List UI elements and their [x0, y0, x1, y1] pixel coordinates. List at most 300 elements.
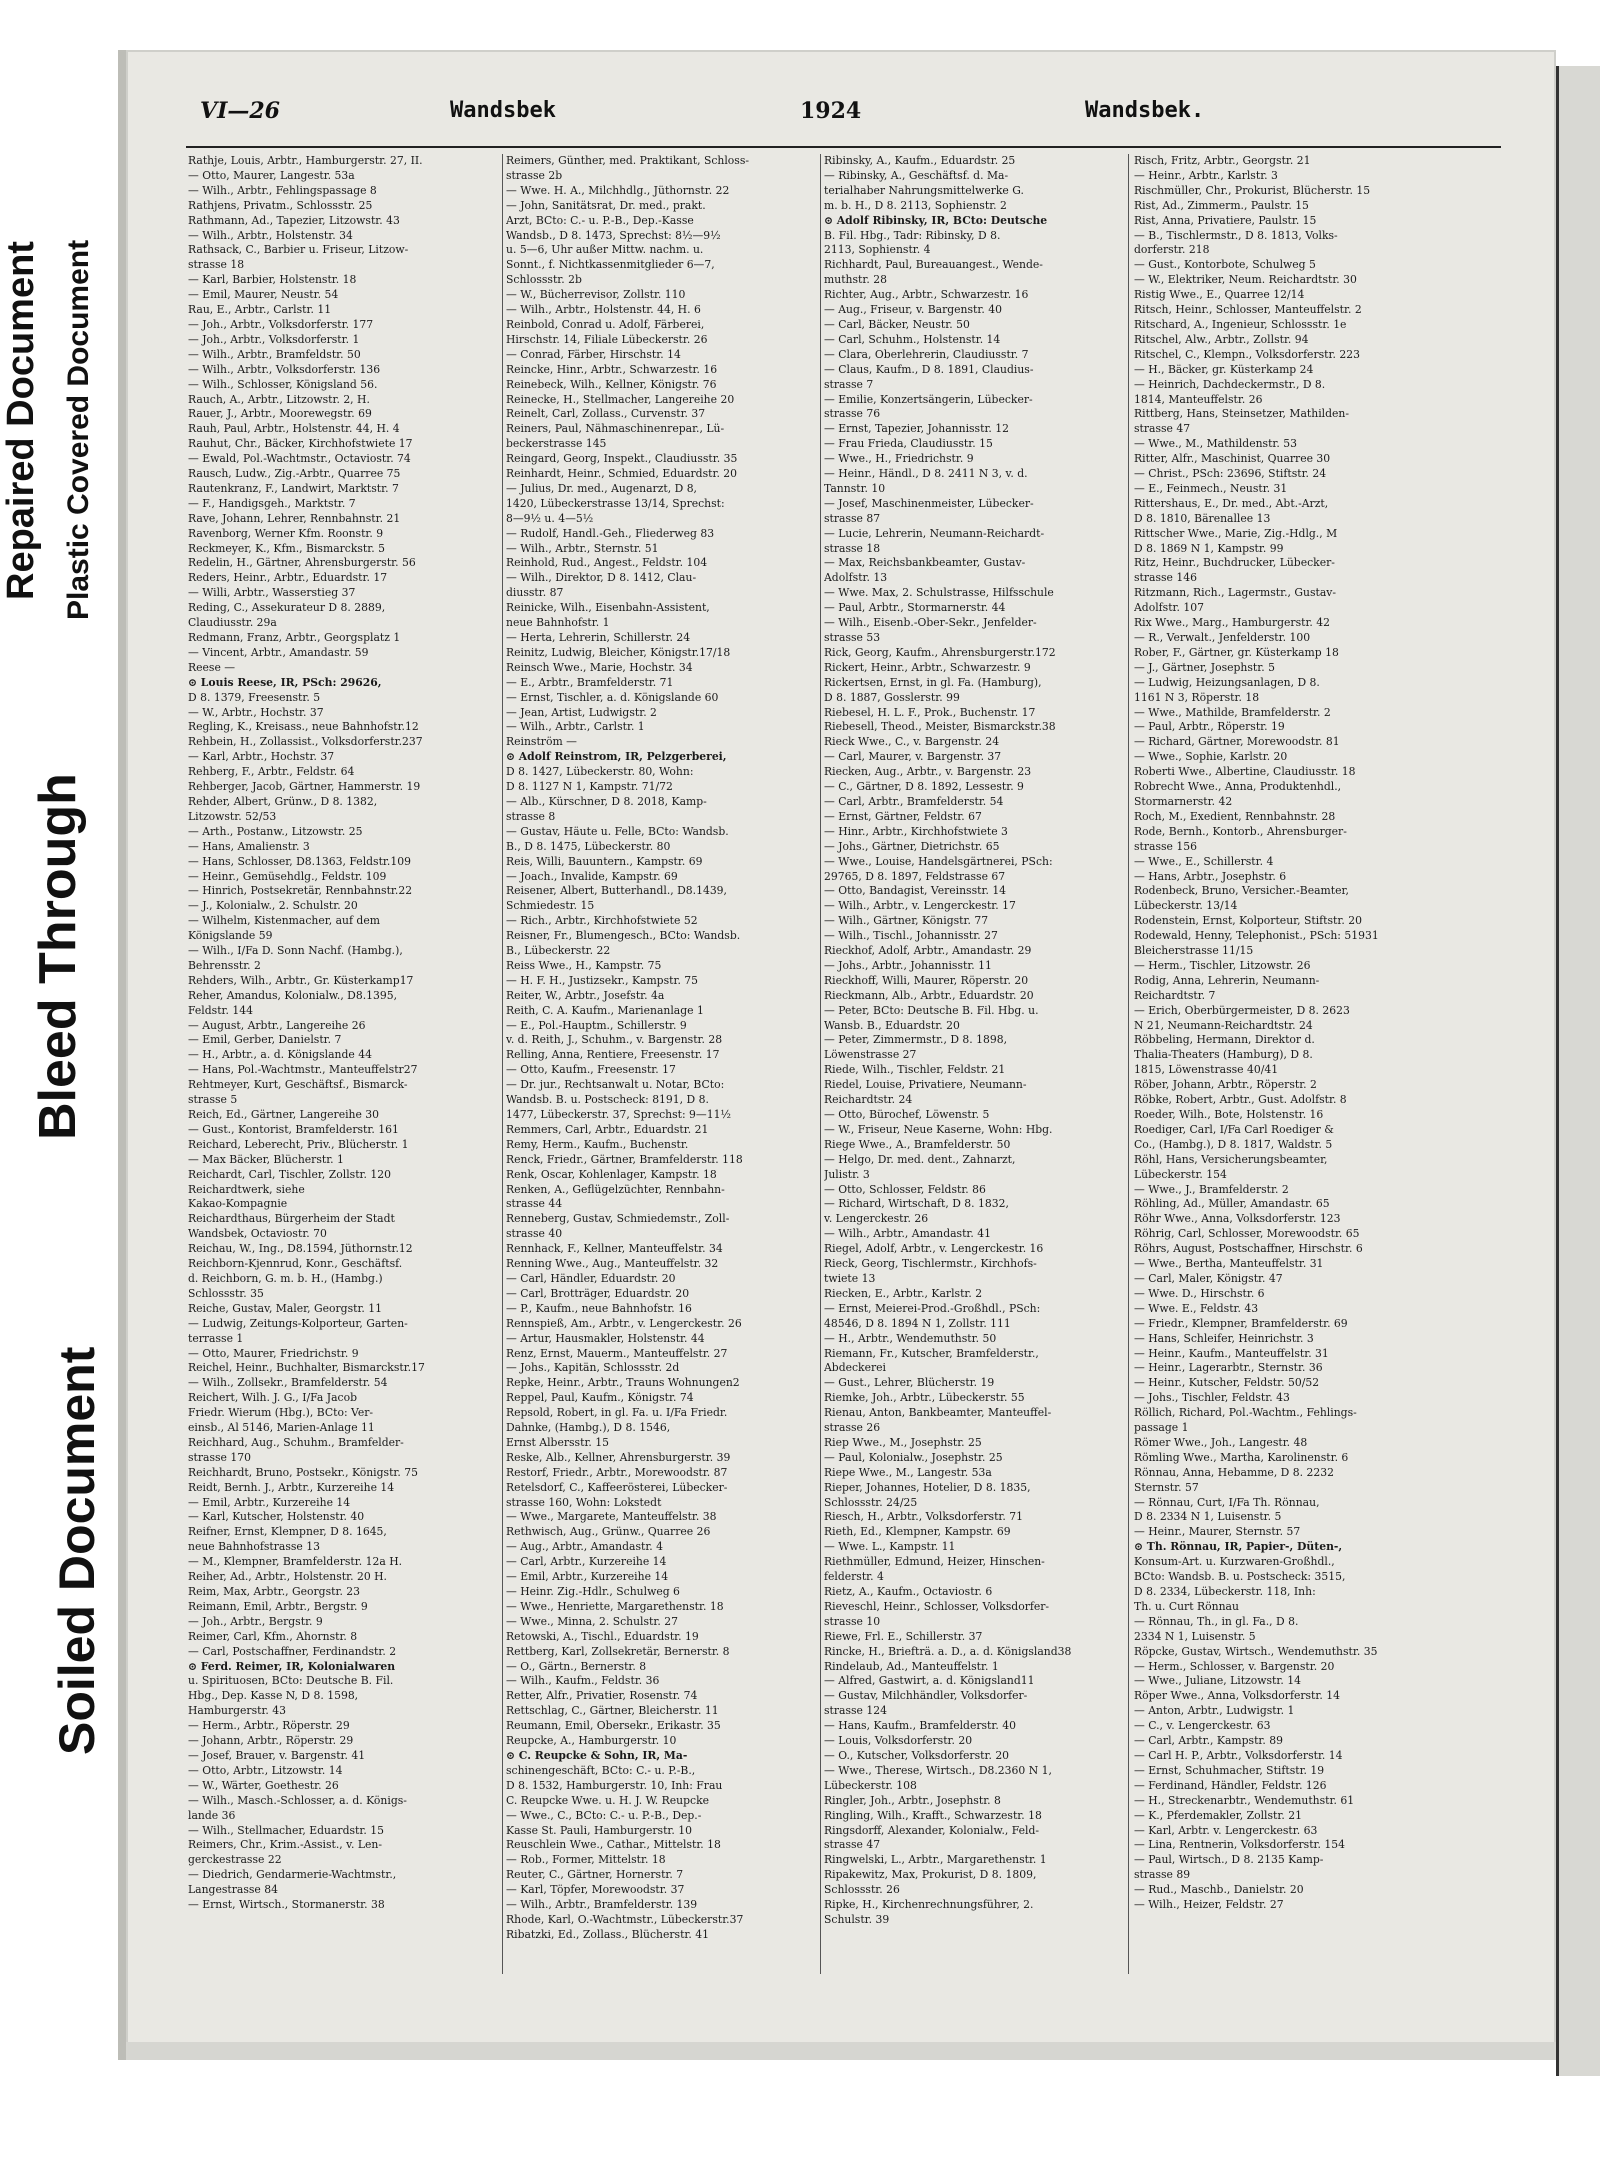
- directory-entry: — W., Wärter, Goethestr. 26: [188, 1778, 339, 1792]
- directory-entry: Sternstr. 57: [1134, 1480, 1199, 1494]
- directory-entry: Rieth, Ed., Klempner, Kampstr. 69: [824, 1525, 1011, 1539]
- directory-entry: Schlossstr. 2b: [506, 273, 582, 287]
- directory-entry: — Emil, Arbtr., Kurzereihe 14: [188, 1495, 351, 1509]
- directory-entry: Ristig Wwe., E., Quarree 12/14: [1134, 288, 1305, 302]
- directory-entry: — Gustav, Milchhändler, Volksdorfer-: [824, 1689, 1028, 1703]
- directory-entry: Römling Wwe., Martha, Karolinenstr. 6: [1134, 1450, 1349, 1464]
- directory-entry: D 8. 1427, Lübeckerstr. 80, Wohn:: [506, 765, 694, 779]
- directory-entry: Lübeckerstr. 13/14: [1134, 899, 1238, 913]
- directory-entry: — Otto, Maurer, Langestr. 53a: [188, 168, 355, 182]
- directory-entry: Reuschlein Wwe., Cathar., Mittelstr. 18: [506, 1838, 721, 1852]
- directory-entry: Rauh, Paul, Arbtr., Holstenstr. 44, H. 4: [188, 422, 400, 436]
- directory-entry: — August, Arbtr., Langereihe 26: [188, 1018, 366, 1032]
- directory-entry: Rave, Johann, Lehrer, Rennbahnstr. 21: [188, 511, 401, 525]
- directory-entry: Arzt, BCto: C.- u. P.-B., Dep.-Kasse: [506, 213, 694, 227]
- directory-entry: — P., Kaufm., neue Bahnhofstr. 16: [506, 1301, 692, 1315]
- directory-entry: Ritschel, Alw., Arbtr., Zollstr. 94: [1134, 332, 1309, 346]
- directory-entry: strasse 8: [506, 809, 556, 823]
- directory-entry: — Hans, Pol.-Wachtmstr., Manteuffelstr27: [188, 1063, 418, 1077]
- directory-entry: — Vincent, Arbtr., Amandastr. 59: [188, 645, 369, 659]
- directory-entry: — H., Streckenarbtr., Wendemuthstr. 61: [1134, 1793, 1355, 1807]
- directory-entry: Bleicherstrasse 11/15: [1134, 944, 1254, 958]
- directory-entry: — Wilh., Schlosser, Königsland 56.: [188, 377, 378, 391]
- directory-entry: Rehbein, H., Zollassist., Volksdorferstr.237: [188, 735, 423, 749]
- directory-entry: — Ewald, Pol.-Wachtmstr., Octaviostr. 74: [188, 452, 411, 466]
- directory-entry: — E., Arbtr., Bramfelderstr. 71: [506, 675, 674, 689]
- directory-entry: Wandsb. B. u. Postscheck: 8191, D 8.: [506, 1093, 709, 1107]
- directory-entry: Ringling, Wilh., Krafft., Schwarzestr. 18: [824, 1808, 1042, 1822]
- directory-entry: Sonnt., f. Nichtkassenmitglieder 6—7,: [506, 258, 715, 272]
- directory-entry: Reckmeyer, K., Kfm., Bismarckstr. 5: [188, 541, 385, 555]
- directory-entry: Rieck Wwe., C., v. Bargenstr. 24: [824, 735, 1000, 749]
- directory-entry: Relling, Anna, Rentiere, Freesenstr. 17: [506, 1048, 720, 1062]
- directory-entry: Reuter, C., Gärtner, Hornerstr. 7: [506, 1868, 684, 1882]
- directory-entry: — Rönnau, Th., in gl. Fa., D 8.: [1134, 1614, 1299, 1628]
- directory-entry: — Hinr., Arbtr., Kirchhofstwiete 3: [824, 824, 1008, 838]
- directory-entry: — Rob., Former, Mittelstr. 18: [506, 1853, 666, 1867]
- label-plastic-covered-document: Plastic Covered Document: [62, 239, 95, 620]
- directory-entry: strasse 53: [824, 631, 881, 644]
- directory-entry: — Frau Frieda, Claudiusstr. 15: [824, 437, 993, 451]
- directory-entry: Rickertsen, Ernst, in gl. Fa. (Hamburg),: [824, 675, 1042, 689]
- directory-entry: — Wilh., Arbtr., v. Lengerckestr. 17: [824, 899, 1016, 913]
- directory-entry: Rehder, Albert, Grünw., D 8. 1382,: [188, 794, 378, 808]
- directory-entry: Röhling, Ad., Müller, Amandastr. 65: [1134, 1197, 1330, 1211]
- directory-entry: — Heinr., Lagerarbtr., Sternstr. 36: [1134, 1361, 1323, 1375]
- directory-entry: — Lucie, Lehrerin, Neumann-Reichardt-: [824, 526, 1045, 540]
- directory-entry: Reifner, Ernst, Klempner, D 8. 1645,: [188, 1525, 387, 1539]
- directory-entry: Reichard, Leberecht, Priv., Blücherstr. 1: [188, 1137, 409, 1151]
- directory-entry: Rieck, Georg, Tischlermstr., Kirchhofs-: [824, 1257, 1037, 1271]
- directory-entry: 1814, Manteuffelstr. 26: [1134, 392, 1263, 406]
- directory-entry: Rieckhoff, Willi, Maurer, Röperstr. 20: [824, 973, 1029, 987]
- directory-entry: Reim, Max, Arbtr., Georgstr. 23: [188, 1585, 361, 1598]
- directory-entry: — Alfred, Gastwirt, a. d. Königsland11: [824, 1674, 1035, 1688]
- directory-entry: — Carl, Arbtr., Kurzereihe 14: [506, 1555, 667, 1569]
- directory-entry: Reichert, Wilh. J. G., I/Fa Jacob: [188, 1391, 358, 1405]
- directory-entry: — Hans, Arbtr., Josephstr. 6: [1134, 869, 1287, 883]
- directory-entry: — John, Sanitätsrat, Dr. med., prakt.: [506, 198, 706, 212]
- directory-entry: strasse 7: [824, 377, 874, 391]
- directory-entry: — Herm., Schlosser, v. Bargenstr. 20: [1134, 1659, 1335, 1673]
- directory-entry: Reichhard, Aug., Schuhm., Bramfelder-: [188, 1435, 404, 1449]
- directory-entry: Schlossstr. 24/25: [824, 1495, 918, 1509]
- directory-entry: Schlossstr. 26: [824, 1883, 900, 1897]
- column-divider: [502, 154, 503, 1974]
- directory-entry: — Christ., PSch: 23696, Stiftstr. 24: [1134, 467, 1327, 481]
- directory-entry: Riemann, Fr., Kutscher, Bramfelderstr.,: [824, 1346, 1039, 1360]
- directory-entry: — Heinr., Arbtr., Karlstr. 3: [1134, 168, 1278, 182]
- directory-entry: Th. u. Curt Rönnau: [1134, 1599, 1239, 1613]
- directory-entry: — Aug., Arbtr., Amandastr. 4: [506, 1540, 664, 1554]
- directory-entry: Römer Wwe., Joh., Langestr. 48: [1134, 1435, 1308, 1449]
- directory-entry: — Herm., Tischler, Litzowstr. 26: [1134, 958, 1311, 972]
- directory-entry: D 8. 2334, Lübeckerstr. 118, Inh:: [1134, 1585, 1316, 1598]
- directory-entry: strasse 26: [824, 1421, 881, 1435]
- directory-entry: Rieper, Johannes, Hotelier, D 8. 1835,: [824, 1480, 1031, 1494]
- directory-entry: — Hans, Schlosser, D8.1363, Feldstr.109: [188, 854, 411, 868]
- directory-entry: — Max, Reichsbankbeamter, Gustav-: [824, 556, 1026, 570]
- directory-entry: — Wilh., Arbtr., Amandastr. 41: [824, 1227, 992, 1241]
- directory-entry: — Johs., Arbtr., Johannisstr. 11: [824, 958, 992, 972]
- directory-entry: Rauer, J., Arbtr., Moorewegstr. 69: [188, 407, 372, 421]
- directory-entry: — Wwe., C., BCto: C.- u. P.-B., Dep.-: [506, 1808, 702, 1822]
- label-bleed-through: Bleed Through: [29, 773, 87, 1140]
- directory-entry: Röper Wwe., Anna, Volksdorferstr. 14: [1134, 1689, 1340, 1703]
- directory-entry: Rathjens, Privatm., Schlossstr. 25: [188, 198, 373, 212]
- directory-entry: — Otto, Bürochef, Löwenstr. 5: [824, 1108, 990, 1121]
- directory-entry: Reith, C. A. Kaufm., Marienanlage 1: [506, 1003, 704, 1017]
- directory-column-3: [824, 154, 1134, 1984]
- directory-entry: — Karl, Töpfer, Morewoodstr. 37: [506, 1883, 685, 1897]
- directory-entry: Remy, Herm., Kaufm., Buchenstr.: [506, 1137, 689, 1151]
- directory-entry: — O., Gärtn., Bernerstr. 8: [506, 1659, 647, 1673]
- directory-entry: Roeder, Wilh., Bote, Holstenstr. 16: [1134, 1108, 1324, 1121]
- directory-entry: strasse 146: [1134, 571, 1197, 585]
- directory-entry: Rathmann, Ad., Tapezier, Litzowstr. 43: [188, 213, 400, 227]
- directory-entry: 1477, Lübeckerstr. 37, Sprechst: 9—11½: [506, 1108, 731, 1121]
- directory-entry: Ritzmann, Rich., Lagermstr., Gustav-: [1134, 586, 1337, 600]
- directory-entry: — Carl, Brotträger, Eduardstr. 20: [506, 1286, 690, 1300]
- directory-entry: Rathsack, C., Barbier u. Friseur, Litzow-: [188, 243, 409, 257]
- directory-entry: beckerstrasse 145: [506, 437, 607, 451]
- directory-entry: — M., Klempner, Bramfelderstr. 12a H.: [188, 1555, 403, 1569]
- directory-entry: Co., (Hambg.), D 8. 1817, Waldstr. 5: [1134, 1137, 1333, 1151]
- directory-entry: — C., Gärtner, D 8. 1892, Lessestr. 9: [824, 780, 1024, 794]
- directory-entry: — Paul, Kolonialw., Josephstr. 25: [824, 1450, 1003, 1464]
- directory-entry: strasse 2b: [506, 168, 563, 182]
- directory-entry: — Wilhelm, Kistenmacher, auf dem: [188, 914, 380, 928]
- directory-entry: lande 36: [188, 1808, 236, 1822]
- directory-entry: Roediger, Carl, I/Fa Carl Roediger &: [1134, 1122, 1334, 1136]
- directory-entry: Rodewald, Henny, Telephonist., PSch: 51931: [1134, 929, 1379, 943]
- directory-entry: Reimer, Carl, Kfm., Ahornstr. 8: [188, 1629, 358, 1643]
- directory-entry: — Heinr., Maurer, Sternstr. 57: [1134, 1525, 1301, 1539]
- directory-entry: Ripakewitz, Max, Prokurist, D 8. 1809,: [824, 1868, 1037, 1882]
- directory-column-2: [506, 154, 816, 1984]
- directory-entry: — Peter, Zimmermstr., D 8. 1898,: [824, 1033, 1008, 1047]
- directory-entry: Königslande 59: [188, 929, 273, 943]
- directory-entry: Reichardtstr. 7: [1134, 988, 1216, 1002]
- directory-entry: — Otto, Arbtr., Litzowstr. 14: [188, 1763, 343, 1777]
- directory-entry: Reiche, Gustav, Maler, Georgstr. 11: [188, 1301, 383, 1315]
- directory-entry: Rodig, Anna, Lehrerin, Neumann-: [1134, 973, 1320, 987]
- directory-entry: strasse 124: [824, 1704, 887, 1718]
- directory-entry: Reimers, Chr., Krim.-Assist., v. Len-: [188, 1838, 383, 1852]
- label-soiled-document: Soiled Document: [49, 1346, 105, 1755]
- directory-entry: — Claus, Kaufm., D 8. 1891, Claudius-: [824, 362, 1034, 376]
- directory-entry: Reders, Heinr., Arbtr., Eduardstr. 17: [188, 571, 388, 585]
- directory-entry: Hbg., Dep. Kasse N, D 8. 1598,: [188, 1689, 359, 1703]
- directory-entry: Rausch, Ludw., Zig.-Arbtr., Quarree 75: [188, 467, 401, 481]
- directory-entry: Reinitz, Ludwig, Bleicher, Königstr.17/18: [506, 645, 731, 659]
- directory-entry: Rischmüller, Chr., Prokurist, Blücherstr. 15: [1134, 183, 1371, 197]
- directory-entry: — Karl, Arbtr. v. Lengerckestr. 63: [1134, 1823, 1318, 1837]
- directory-entry: Reichhardt, Bruno, Postsekr., Königstr. 75: [188, 1465, 419, 1479]
- directory-entry: ⊙ Ferd. Reimer, IR, Kolonialwaren: [188, 1659, 396, 1673]
- directory-entry: — Heinr., Gemüsehdlg., Feldstr. 109: [188, 869, 387, 883]
- directory-entry: — Karl, Kutscher, Holstenstr. 40: [188, 1510, 365, 1524]
- directory-entry: Rieveschl, Heinr., Schlosser, Volksdorfer-: [824, 1599, 1050, 1613]
- directory-entry: 8—9½ u. 4—5½: [506, 511, 594, 525]
- directory-entry: — Ludwig, Zeitungs-Kolporteur, Garten-: [188, 1316, 408, 1330]
- directory-entry: Reichborn-Kjennrud, Konr., Geschäftsf.: [188, 1257, 403, 1271]
- directory-entry: Rauhut, Chr., Bäcker, Kirchhofstwiete 17: [188, 437, 413, 451]
- directory-entry: u. Spirituosen, BCto: Deutsche B. Fil.: [188, 1674, 394, 1688]
- directory-entry: strasse 18: [188, 258, 245, 272]
- page-bottom-shadow: [126, 2042, 1556, 2060]
- directory-entry: — K., Pferdemakler, Zollstr. 21: [1134, 1808, 1302, 1822]
- directory-entry: — J., Gärtner, Josephstr. 5: [1134, 660, 1275, 674]
- directory-entry: Rodenbeck, Bruno, Versicher.-Beamter,: [1134, 884, 1349, 898]
- directory-entry: — Herm., Arbtr., Röperstr. 29: [188, 1719, 350, 1733]
- directory-entry: — Wilh., Stellmacher, Eduardstr. 15: [188, 1823, 384, 1837]
- directory-entry: Tannstr. 10: [824, 481, 886, 495]
- directory-entry: 29765, D 8. 1897, Feldstrasse 67: [824, 869, 1006, 883]
- directory-entry: Rehberg, F., Arbtr., Feldstr. 64: [188, 765, 355, 779]
- directory-entry: Friedr. Wierum (Hbg.), BCto: Ver-: [188, 1406, 374, 1420]
- directory-entry: B., Lübeckerstr. 22: [506, 944, 611, 958]
- directory-entry: — Artur, Hausmakler, Holstenstr. 44: [506, 1331, 705, 1345]
- directory-entry: — Otto, Maurer, Friedrichstr. 9: [188, 1346, 359, 1360]
- directory-entry: Reichel, Heinr., Buchhalter, Bismarckstr.17: [188, 1361, 425, 1375]
- directory-entry: — Wilh., Arbtr., Volksdorferstr. 136: [188, 362, 381, 376]
- column-divider: [820, 154, 821, 1974]
- directory-entry: Reincke, Hinr., Arbtr., Schwarzestr. 16: [506, 362, 718, 376]
- directory-entry: Reinicke, Wilh., Eisenbahn-Assistent,: [506, 601, 710, 615]
- directory-entry: Julistr. 3: [824, 1167, 870, 1181]
- directory-entry: — Louis, Volksdorferstr. 20: [824, 1734, 973, 1748]
- directory-entry: — Heinr. Zig.-Hdlr., Schulweg 6: [506, 1585, 680, 1598]
- directory-entry: — Joach., Invalide, Kampstr. 69: [506, 869, 678, 883]
- directory-entry: Reinbold, Conrad u. Adolf, Färberei,: [506, 317, 705, 331]
- directory-entry: Roch, M., Exedient, Rennbahnstr. 28: [1134, 809, 1336, 823]
- directory-entry: Riede, Wilh., Tischler, Feldstr. 21: [824, 1063, 1006, 1077]
- directory-entry: — Ernst, Tischler, a. d. Königslande 60: [506, 690, 719, 704]
- directory-entry: — Wilh., Zollsekr., Bramfelderstr. 54: [188, 1376, 388, 1390]
- directory-entry: — Hans, Amalienstr. 3: [188, 839, 310, 853]
- directory-entry: Kakao-Kompagnie: [188, 1197, 288, 1211]
- directory-entry: Reimers, Günther, med. Praktikant, Schloss-: [506, 154, 750, 167]
- directory-entry: Rauch, A., Arbtr., Litzowstr. 2, H.: [188, 392, 370, 406]
- header-left-title: Wandsbek: [450, 98, 556, 123]
- directory-entry: — Paul, Wirtsch., D 8. 2135 Kamp-: [1134, 1853, 1324, 1867]
- directory-entry: Rennhack, F., Kellner, Manteuffelstr. 34: [506, 1242, 723, 1256]
- directory-entry: Hamburgerstr. 43: [188, 1704, 287, 1718]
- directory-entry: — Wwe. L., Kampstr. 11: [824, 1540, 956, 1554]
- directory-entry: — Josef, Brauer, v. Bargenstr. 41: [188, 1748, 366, 1762]
- directory-entry: Reichau, W., Ing., D8.1594, Jüthornstr.12: [188, 1242, 413, 1256]
- directory-entry: Ravenborg, Werner Kfm. Roonstr. 9: [188, 526, 384, 540]
- directory-entry: Behrensstr. 2: [188, 958, 261, 972]
- directory-entry: — Carl, Bäcker, Neustr. 50: [824, 317, 970, 331]
- directory-entry: Rittberg, Hans, Steinsetzer, Mathilden-: [1134, 407, 1350, 421]
- directory-entry: Ritschard, A., Ingenieur, Schlossstr. 1e: [1134, 317, 1347, 331]
- directory-entry: Röbke, Robert, Arbtr., Gust. Adolfstr. 8: [1134, 1093, 1347, 1107]
- directory-entry: strasse 18: [824, 541, 881, 555]
- directory-entry: — Rönnau, Curt, I/Fa Th. Rönnau,: [1134, 1495, 1320, 1509]
- directory-entry: — Hans, Schleifer, Heinrichstr. 3: [1134, 1331, 1314, 1345]
- directory-entry: — Jean, Artist, Ludwigstr. 2: [506, 705, 657, 719]
- directory-entry: — Wilh., Eisenb.-Ober-Sekr., Jenfelder-: [824, 616, 1037, 630]
- directory-entry: Reinström —: [506, 735, 577, 749]
- directory-entry: strasse 76: [824, 407, 881, 421]
- directory-entry: Redmann, Franz, Arbtr., Georgsplatz 1: [188, 631, 401, 644]
- directory-entry: Röhr Wwe., Anna, Volksdorferstr. 123: [1134, 1212, 1341, 1226]
- directory-entry: — Wwe., Therese, Wirtsch., D8.2360 N 1,: [824, 1763, 1052, 1777]
- directory-entry: Riebesell, Theod., Meister, Bismarckstr.38: [824, 720, 1056, 734]
- directory-entry: Rhode, Karl, O.-Wachtmstr., Lübeckerstr.37: [506, 1912, 744, 1926]
- directory-entry: — H., Arbtr., a. d. Königslande 44: [188, 1048, 372, 1062]
- directory-entry: Ernst Albersstr. 15: [506, 1435, 610, 1449]
- directory-entry: Reinhold, Rud., Angest., Feldstr. 104: [506, 556, 708, 570]
- directory-entry: Riedel, Louise, Privatiere, Neumann-: [824, 1078, 1027, 1092]
- directory-entry: Riege Wwe., A., Bramfelderstr. 50: [824, 1137, 1011, 1151]
- directory-entry: Reinelt, Carl, Zollass., Curvenstr. 37: [506, 407, 706, 421]
- directory-entry: Robrecht Wwe., Anna, Produktenhdl.,: [1134, 780, 1342, 794]
- directory-entry: — Gustav, Häute u. Felle, BCto: Wandsb.: [506, 824, 729, 838]
- directory-entry: diusstr. 87: [506, 586, 564, 600]
- directory-entry: — Wilh., Kaufm., Feldstr. 36: [506, 1674, 660, 1688]
- directory-entry: — Wwe. E., Feldstr. 43: [1134, 1301, 1259, 1315]
- directory-entry: ⊙ Th. Rönnau, IR, Papier-, Düten-,: [1134, 1540, 1343, 1554]
- directory-entry: — Wwe., Mathilde, Bramfelderstr. 2: [1134, 705, 1331, 719]
- directory-entry: — C., v. Lengerckestr. 63: [1134, 1719, 1271, 1733]
- directory-entry: D 8. 1887, Gosslerstr. 99: [824, 690, 960, 704]
- directory-entry: Ritsch, Heinr., Schlosser, Manteuffelstr. 2: [1134, 303, 1362, 317]
- directory-entry: Rehberger, Jacob, Gärtner, Hammerstr. 19: [188, 780, 421, 794]
- directory-entry: Reding, C., Assekurateur D 8. 2889,: [188, 601, 386, 615]
- directory-entry: — Heinr., Kaufm., Manteuffelstr. 31: [1134, 1346, 1329, 1360]
- directory-entry: — Joh., Arbtr., Volksdorferstr. 1: [188, 332, 360, 346]
- directory-entry: Reichardt, Carl, Tischler, Zollstr. 120: [188, 1167, 391, 1181]
- directory-entry: gerckestrasse 22: [188, 1853, 282, 1867]
- directory-entry: u. 5—6, Uhr außer Mittw. nachm. u.: [506, 243, 704, 257]
- directory-entry: Ribinsky, A., Kaufm., Eduardstr. 25: [824, 154, 1016, 167]
- directory-entry: Ritschel, C., Klempn., Volksdorferstr. 223: [1134, 347, 1360, 361]
- directory-entry: — Dr. jur., Rechtsanwalt u. Notar, BCto:: [506, 1078, 725, 1092]
- directory-entry: N 21, Neumann-Reichardtstr. 24: [1134, 1018, 1313, 1032]
- directory-entry: 1161 N 3, Röperstr. 18: [1134, 690, 1260, 704]
- directory-entry: — Wwe. H. A., Milchhdlg., Jüthornstr. 22: [506, 183, 730, 197]
- directory-entry: Richhardt, Paul, Bureauangest., Wende-: [824, 258, 1043, 272]
- directory-entry: Richter, Aug., Arbtr., Schwarzestr. 16: [824, 288, 1029, 302]
- directory-entry: — Carl, Arbtr., Kampstr. 89: [1134, 1734, 1283, 1748]
- directory-entry: 2113, Sophienstr. 4: [824, 243, 931, 257]
- directory-entry: — Wwe., Bertha, Manteuffelstr. 31: [1134, 1257, 1324, 1271]
- directory-entry: — Wwe., Henriette, Margarethenstr. 18: [506, 1599, 724, 1613]
- directory-entry: — Paul, Arbtr., Stormarnerstr. 44: [824, 601, 1006, 615]
- directory-entry: Rindelaub, Ad., Manteuffelstr. 1: [824, 1659, 999, 1673]
- directory-entry: — Gust., Kontorist, Bramfelderstr. 161: [188, 1122, 399, 1136]
- directory-entry: Rist, Ad., Zimmerm., Paulstr. 15: [1134, 198, 1309, 212]
- directory-entry: D 8. 1127 N 1, Kampstr. 71/72: [506, 780, 673, 794]
- directory-entry: strasse 156: [1134, 839, 1197, 853]
- directory-entry: — Paul, Arbtr., Röperstr. 19: [1134, 720, 1285, 734]
- directory-entry: Reingard, Georg, Inspekt., Claudiusstr. 35: [506, 452, 738, 466]
- directory-entry: — Max Bäcker, Blücherstr. 1: [188, 1152, 344, 1166]
- directory-entry: — Clara, Oberlehrerin, Claudiusstr. 7: [824, 347, 1029, 361]
- directory-entry: Reinhardt, Heinr., Schmied, Eduardstr. 20: [506, 467, 738, 481]
- directory-entry: Riesch, H., Arbtr., Volksdorferstr. 71: [824, 1510, 1023, 1524]
- directory-entry: — Emilie, Konzertsängerin, Lübecker-: [824, 392, 1033, 406]
- header-year: 1924: [800, 98, 862, 124]
- directory-entry: Wandsb., D 8. 1473, Sprechst: 8½—9½: [506, 228, 721, 242]
- directory-entry: — Wwe., E., Schillerstr. 4: [1134, 854, 1274, 868]
- directory-entry: Reher, Amandus, Kolonialw., D8.1395,: [188, 988, 398, 1002]
- directory-entry: Rittscher Wwe., Marie, Zig.-Hdlg., M: [1134, 526, 1338, 540]
- directory-entry: — Johs., Tischler, Feldstr. 43: [1134, 1391, 1290, 1405]
- directory-entry: Ripke, H., Kirchenrechnungsführer, 2.: [824, 1898, 1034, 1912]
- directory-entry: strasse 47: [1134, 422, 1191, 436]
- directory-entry: Stormarnerstr. 42: [1134, 794, 1233, 808]
- directory-entry: — Carl, Maurer, v. Bargenstr. 37: [824, 750, 1002, 764]
- directory-entry: Rethwisch, Aug., Grünw., Quarree 26: [506, 1525, 711, 1539]
- directory-entry: Redelin, H., Gärtner, Ahrensburgerstr. 56: [188, 556, 416, 570]
- directory-entry: Claudiusstr. 29a: [188, 616, 277, 630]
- directory-entry: — Rudolf, Handl.-Geh., Fliederweg 83: [506, 526, 715, 540]
- directory-entry: C. Reupcke Wwe. u. H. J. W. Reupcke: [506, 1793, 710, 1807]
- directory-entry: Rennspieß, Am., Arbtr., v. Lengerckestr. 26: [506, 1316, 742, 1330]
- directory-column-1: [188, 154, 498, 1984]
- directory-entry: strasse 89: [1134, 1868, 1191, 1882]
- directory-entry: — W., Friseur, Neue Kaserne, Wohn: Hbg.: [824, 1122, 1053, 1136]
- directory-entry: Ringsdorff, Alexander, Kolonialw., Feld-: [824, 1823, 1040, 1837]
- directory-entry: Litzowstr. 52/53: [188, 809, 277, 823]
- directory-entry: Langestrasse 84: [188, 1883, 278, 1897]
- header-right-title: Wandsbek.: [1085, 98, 1205, 123]
- directory-entry: Rienau, Anton, Bankbeamter, Manteuffel-: [824, 1406, 1052, 1420]
- directory-entry: — Wilh., Tischl., Johannisstr. 27: [824, 929, 998, 943]
- directory-entry: — Wwe. D., Hirschstr. 6: [1134, 1286, 1265, 1300]
- directory-entry: Röhl, Hans, Versicherungsbeamter,: [1134, 1152, 1328, 1166]
- directory-entry: Renz, Ernst, Mauerm., Manteuffelstr. 27: [506, 1346, 728, 1360]
- page-number: VI—26: [200, 98, 280, 124]
- directory-entry: — Aug., Friseur, v. Bargenstr. 40: [824, 303, 1002, 317]
- directory-entry: Rittershaus, E., Dr. med., Abt.-Arzt,: [1134, 496, 1329, 510]
- directory-entry: Rau, E., Arbtr., Carlstr. 11: [188, 303, 332, 317]
- directory-entry: Reske, Alb., Kellner, Ahrensburgerstr. 39: [506, 1450, 731, 1464]
- directory-entry: D 8. 2334 N 1, Luisenstr. 5: [1134, 1510, 1282, 1524]
- directory-entry: Reupcke, A., Hamburgerstr. 10: [506, 1734, 677, 1748]
- directory-entry: Retelsdorf, C., Kaffeerösterei, Lübecker-: [506, 1480, 728, 1494]
- directory-entry: — Otto, Kaufm., Freesenstr. 17: [506, 1063, 676, 1077]
- directory-entry: — Carl, Postschaffner, Ferdinandstr. 2: [188, 1644, 397, 1658]
- directory-entry: — Otto, Bandagist, Vereinsstr. 14: [824, 884, 1007, 898]
- directory-entry: Rickert, Heinr., Arbtr., Schwarzestr. 9: [824, 660, 1031, 674]
- directory-entry: Riemke, Joh., Arbtr., Lübeckerstr. 55: [824, 1391, 1025, 1405]
- directory-entry: Rieckhof, Adolf, Arbtr., Amandastr. 29: [824, 944, 1032, 958]
- directory-entry: twiete 13: [824, 1271, 876, 1285]
- directory-entry: Renning Wwe., Aug., Manteuffelstr. 32: [506, 1257, 719, 1271]
- directory-entry: — Heinrich, Dachdeckermstr., D 8.: [1134, 377, 1326, 391]
- directory-entry: Schulstr. 39: [824, 1912, 890, 1926]
- directory-entry: Renk, Oscar, Kohlenlager, Kampstr. 18: [506, 1167, 717, 1181]
- directory-entry: — Carl, Schuhm., Holstenstr. 14: [824, 332, 1001, 346]
- directory-entry: — B., Tischlermstr., D 8. 1813, Volks-: [1134, 228, 1338, 242]
- directory-entry: D 8. 1532, Hamburgerstr. 10, Inh: Frau: [506, 1778, 723, 1792]
- directory-entry: Rick, Georg, Kaufm., Ahrensburgerstr.172: [824, 645, 1056, 659]
- directory-entry: — Ernst, Meierei-Prod.-Großhdl., PSch:: [824, 1301, 1041, 1315]
- directory-entry: — Wilh., Direktor, D 8. 1412, Clau-: [506, 571, 697, 585]
- directory-entry: Reinebeck, Wilh., Kellner, Königstr. 76: [506, 377, 717, 391]
- directory-entry: 48546, D 8. 1894 N 1, Zollstr. 111: [824, 1316, 1011, 1330]
- directory-entry: — E., Feinmech., Neustr. 31: [1134, 481, 1288, 495]
- directory-entry: strasse 44: [506, 1197, 563, 1211]
- directory-entry: Reiter, W., Arbtr., Josefstr. 4a: [506, 988, 665, 1002]
- directory-entry: Ringwelski, L., Arbtr., Margarethenstr. 1: [824, 1853, 1047, 1867]
- directory-entry: — O., Kutscher, Volksdorferstr. 20: [824, 1748, 1010, 1762]
